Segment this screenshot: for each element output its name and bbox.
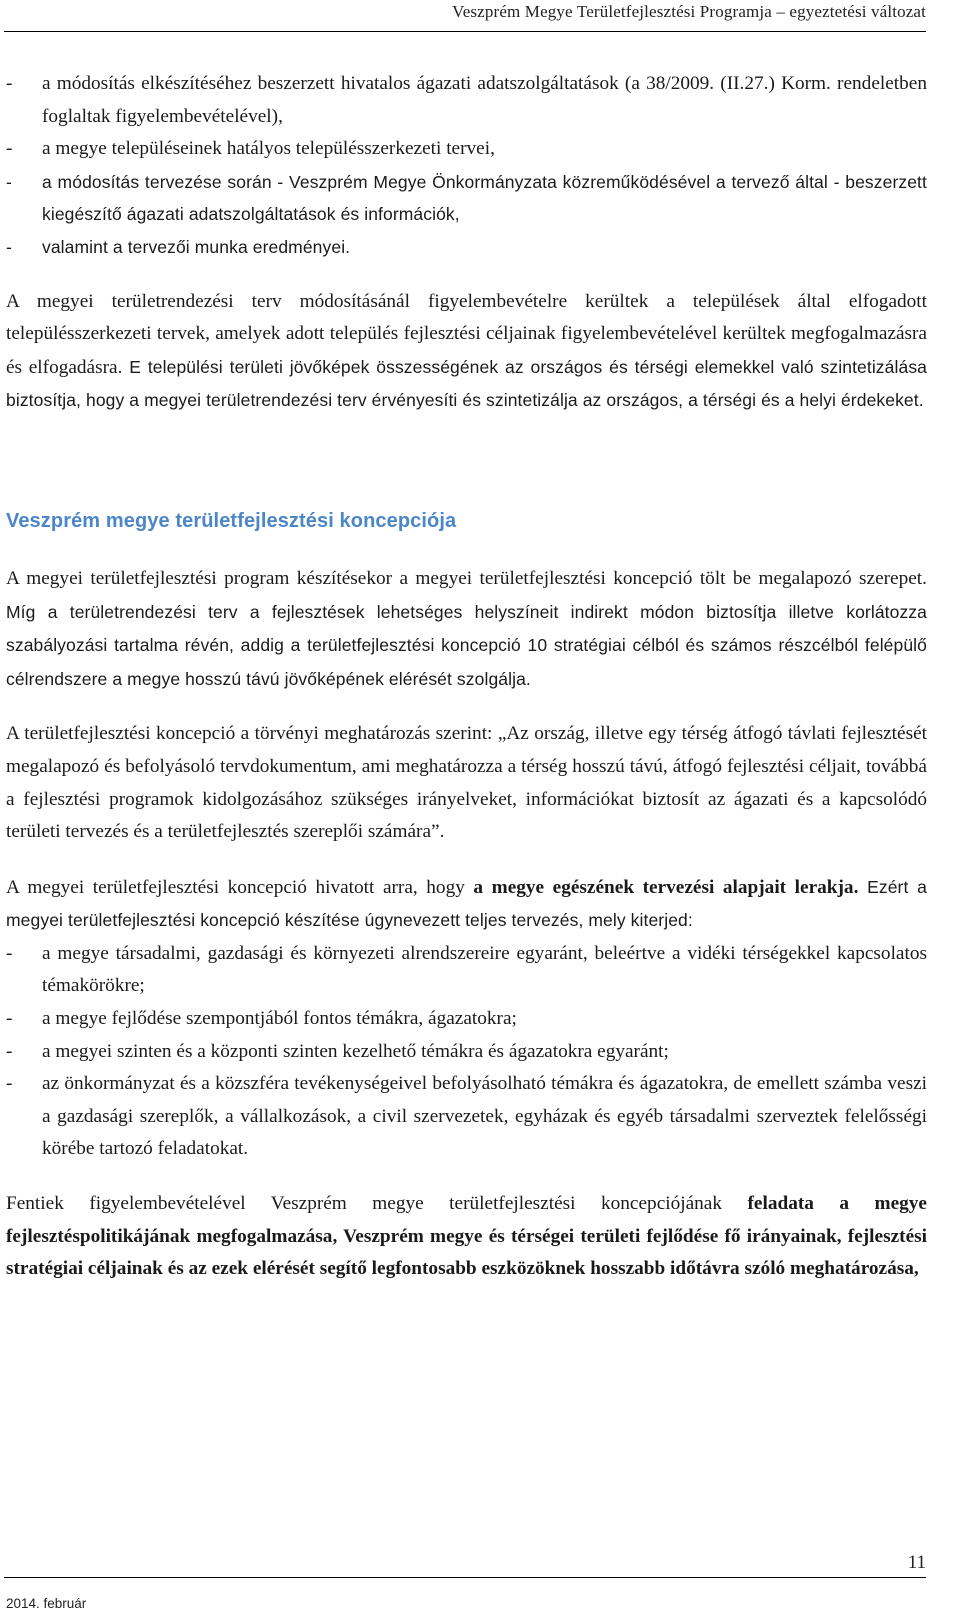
paragraph-concept-purpose xyxy=(6,871,927,938)
paragraph-concept-task xyxy=(6,1188,927,1286)
paragraph-text: E települési területi jövőképek összességének az országos és térségi elemekkel való szintetizálása biztosítja, hogy a megyei területrendezési terv érvényesíti és szintetizálja az országos, a térségi és a helyi érdekeket. xyxy=(6,356,927,411)
paragraph-text: Míg a területrendezési terv a fejlesztések lehetséges helyszíneit indirekt módon biztosítja illetve korlátozza szabályozási tartalma révén, addig a területfejlesztési koncepció 10 stratégiai célból és számos részcélból felépülő célrendszere a megye hosszú távú jövőképének elérését szolgálja. xyxy=(6,601,927,689)
list-item: - az önkormányzat és a közszféra tevékenységeivel befolyásolható témákra és ágazatokra, de emellett számba veszi a gazdasági szereplők, a vállalkozások, a civil szervezetek, egyházak és egyéb társadalmi szerveztek felelősségi körébe tartozó feladatokat. xyxy=(6,1068,927,1166)
paragraph-legal-definition: A területfejlesztési koncepció a törvényi meghatározás szerint: „Az ország, illetve egy térség átfogó távlati fejlesztését megalapozó és befolyásoló tervdokumentum, ami meghatározza a térség hosszú távú, átfogó fejlesztési céljait, továbbá a fejlesztési programok kidolgozásához szükséges irányelveket, információkat biztosít az ágazati és a kapcsolódó területi tervezés és a területfejlesztés szereplői számára”. xyxy=(6,723,927,843)
footer-divider xyxy=(4,1577,926,1578)
paragraph-text: A megyei területrendezési terv módosításánál figyelembevételre kerültek a települések által elfogadott településszerkezeti tervek, amelyek adott település fejlesztési céljainak figyelembevételével kerültek megfogalmazásra és elfogadásra. xyxy=(6,290,927,378)
list-item: - a módosítás elkészítéséhez beszerzett hivatalos ágazati adatszolgáltatások (a 38/2009. (II.27.) Korm. rendeletben foglaltak figyelembevételével), xyxy=(6,68,927,133)
list-item: - a megye településeinek hatályos településszerkezeti tervei, xyxy=(6,133,927,166)
paragraph-text: A megyei területfejlesztési program készítésekor a megyei területfejlesztési koncepció tölt be megalapozó szerepet. xyxy=(6,567,927,589)
paragraph-text: Ezért a megyei területfejlesztési koncepció készítése úgynevezett teljes tervezés, mely kiterjed: xyxy=(6,876,927,931)
paragraph-text: Fentiek figyelembevételével Veszprém megye területfejlesztési koncepciójának xyxy=(6,1193,748,1215)
emphasis-text: feladata a megye fejlesztéspolitikájának megfogalmazása, Veszprém megye és térségei területi fejlődése fő irányainak, fejlesztési stratégiai céljainak és az ezek elérését segítő legfontosabb eszközöknek hosszabb időtávra szóló meghatározása, xyxy=(6,1193,927,1280)
paragraph-text: A megyei területfejlesztési koncepció hivatott arra, hogy xyxy=(6,876,474,898)
running-header: Veszprém Megye Területfejlesztési Programja – egyeztetési változat xyxy=(452,2,926,21)
emphasis-text: a megye egészének tervezési alapjait lerakja. xyxy=(473,876,859,898)
footer-date: 2014. február xyxy=(6,1596,87,1611)
section-heading: Veszprém megye területfejlesztési koncepciója xyxy=(6,509,457,532)
list-item: - a megye fejlődése szempontjából fontos témákra, ágazatokra; xyxy=(6,1003,927,1036)
page-number: 11 xyxy=(907,1552,926,1573)
header-divider xyxy=(4,31,926,32)
list-item: - a megye társadalmi, gazdasági és környezeti alrendszereire egyaránt, beleértve a vidéki térségekkel kapcsolatos témakörökre; xyxy=(6,938,927,1003)
scope-list xyxy=(6,938,927,1166)
page-body xyxy=(6,68,927,1286)
paragraph-concept-role xyxy=(6,562,927,696)
source-list xyxy=(6,68,927,264)
list-item: - valamint a tervezői munka eredményei. xyxy=(6,231,927,264)
list-item: - a megyei szinten és a központi szinten kezelhető témákra és ágazatokra egyaránt; xyxy=(6,1036,927,1069)
list-item: - a módosítás tervezése során - Veszprém Megye Önkormányzata közreműködésével a tervező által - beszerzett kiegészítő ágazati adatszolgáltatások és információk, xyxy=(6,166,927,231)
paragraph-regional-plan xyxy=(6,286,927,418)
